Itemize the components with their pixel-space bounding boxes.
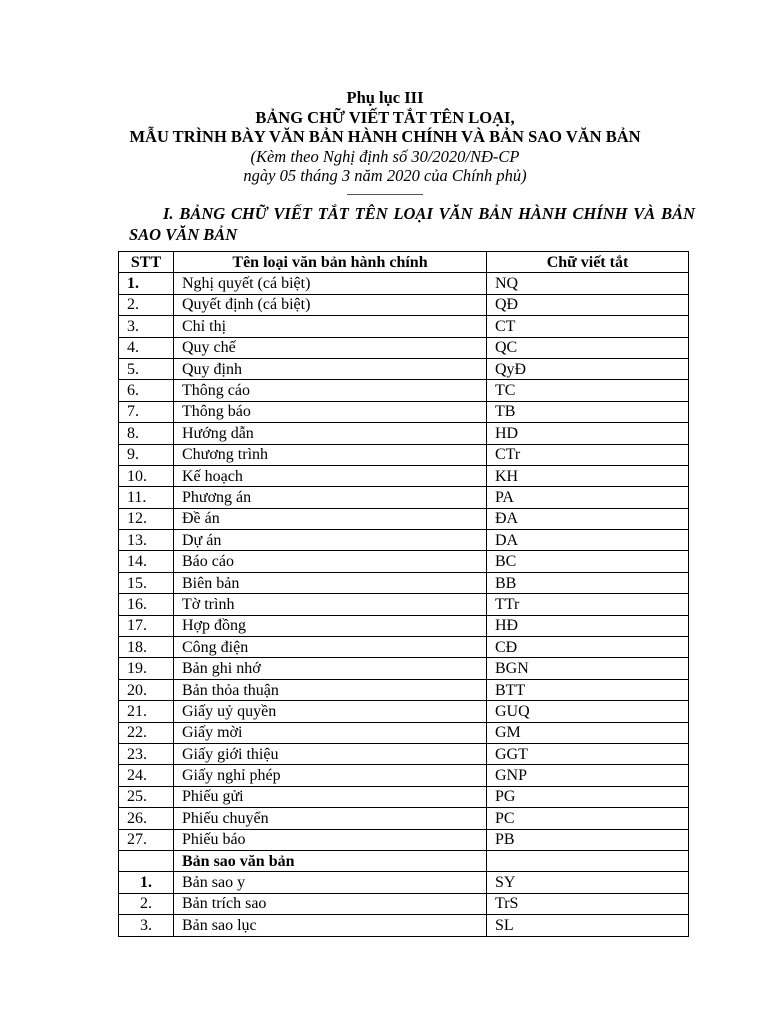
- subsection-row: [119, 850, 689, 871]
- row-abbreviation: ĐA: [487, 508, 689, 529]
- table-row: [119, 872, 689, 893]
- row-document-type: Bản ghi nhớ: [174, 658, 487, 679]
- subsection-abbr-empty: [487, 850, 689, 871]
- row-document-type: Chỉ thị: [174, 316, 487, 337]
- table-row: [119, 594, 689, 615]
- row-stt: 17.: [119, 615, 174, 636]
- table-row: [119, 508, 689, 529]
- table-row: [119, 808, 689, 829]
- table-row: [119, 465, 689, 486]
- row-abbreviation: BTT: [487, 679, 689, 700]
- row-abbreviation: BC: [487, 551, 689, 572]
- copy-row-document-type: Bản trích sao: [174, 893, 487, 914]
- table-row: [119, 444, 689, 465]
- row-document-type: Phiếu chuyển: [174, 808, 487, 829]
- row-document-type: Đề án: [174, 508, 487, 529]
- row-abbreviation: DA: [487, 530, 689, 551]
- row-abbreviation: CTr: [487, 444, 689, 465]
- row-abbreviation: QC: [487, 337, 689, 358]
- row-stt: 20.: [119, 679, 174, 700]
- table-row: [119, 423, 689, 444]
- row-stt: 22.: [119, 722, 174, 743]
- row-abbreviation: TB: [487, 401, 689, 422]
- row-stt: 7.: [119, 401, 174, 422]
- subtitle-line-1: (Kèm theo Nghị định số 30/2020/NĐ-CP: [250, 146, 520, 166]
- table-row: [119, 380, 689, 401]
- row-stt: 14.: [119, 551, 174, 572]
- row-stt: 3.: [119, 316, 174, 337]
- table-row: [119, 530, 689, 551]
- copy-row-abbreviation: SL: [487, 915, 689, 936]
- appendix-label: Phụ lục III: [346, 88, 424, 107]
- row-stt: 21.: [119, 701, 174, 722]
- row-document-type: Chương trình: [174, 444, 487, 465]
- row-abbreviation: PC: [487, 808, 689, 829]
- row-document-type: Dự án: [174, 530, 487, 551]
- column-header-stt: STT: [119, 252, 174, 273]
- row-document-type: Quy chế: [174, 337, 487, 358]
- row-stt: 2.: [119, 294, 174, 315]
- row-abbreviation: GUQ: [487, 701, 689, 722]
- row-abbreviation: PB: [487, 829, 689, 850]
- row-document-type: Bản thỏa thuận: [174, 679, 487, 700]
- row-abbreviation: TC: [487, 380, 689, 401]
- row-abbreviation: NQ: [487, 273, 689, 294]
- row-abbreviation: QĐ: [487, 294, 689, 315]
- table-row: [119, 572, 689, 593]
- row-stt: 10.: [119, 465, 174, 486]
- table-row: [119, 893, 689, 914]
- abbreviation-table: [118, 251, 689, 937]
- row-document-type: Hợp đồng: [174, 615, 487, 636]
- row-stt: 4.: [119, 337, 174, 358]
- table-row: [119, 358, 689, 379]
- table-row: [119, 551, 689, 572]
- row-document-type: Phiếu báo: [174, 829, 487, 850]
- copy-row-document-type: Bản sao lục: [174, 915, 487, 936]
- table-row: [119, 337, 689, 358]
- row-stt: 26.: [119, 808, 174, 829]
- row-stt: 15.: [119, 572, 174, 593]
- table-row: [119, 615, 689, 636]
- row-document-type: Báo cáo: [174, 551, 487, 572]
- section-title: I. BẢNG CHỮ VIẾT TẮT TÊN LOẠI VĂN BẢN HÀNH CHÍNH VÀ BẢN SAO VĂN BẢN: [129, 204, 695, 244]
- subsection-label: Bản sao văn bản: [174, 850, 487, 871]
- row-stt: 12.: [119, 508, 174, 529]
- column-header-name: Tên loại văn bản hành chính: [174, 252, 487, 273]
- copy-row-abbreviation: SY: [487, 872, 689, 893]
- row-abbreviation: HD: [487, 423, 689, 444]
- row-document-type: Quy định: [174, 358, 487, 379]
- row-document-type: Giấy nghỉ phép: [174, 765, 487, 786]
- row-stt: 11.: [119, 487, 174, 508]
- table-row: [119, 722, 689, 743]
- title-line-1: BẢNG CHỮ VIẾT TẮT TÊN LOẠI,: [255, 107, 515, 127]
- row-document-type: Giấy uỷ quyền: [174, 701, 487, 722]
- row-stt: 27.: [119, 829, 174, 850]
- table-row: [119, 401, 689, 422]
- header-divider: [347, 194, 423, 195]
- table-row: [119, 273, 689, 294]
- row-stt: 8.: [119, 423, 174, 444]
- row-document-type: Thông cáo: [174, 380, 487, 401]
- table-row: [119, 294, 689, 315]
- row-stt: 18.: [119, 637, 174, 658]
- subtitle-line-2: ngày 05 tháng 3 năm 2020 của Chính phủ): [243, 166, 527, 185]
- row-abbreviation: GNP: [487, 765, 689, 786]
- table-row: [119, 316, 689, 337]
- row-abbreviation: QyĐ: [487, 358, 689, 379]
- copy-row-stt: 1.: [119, 872, 174, 893]
- row-abbreviation: BGN: [487, 658, 689, 679]
- table-row: [119, 743, 689, 764]
- row-stt: 6.: [119, 380, 174, 401]
- table-row: [119, 658, 689, 679]
- row-document-type: Giấy giới thiệu: [174, 743, 487, 764]
- copy-row-document-type: Bản sao y: [174, 872, 487, 893]
- row-document-type: Hướng dẫn: [174, 423, 487, 444]
- row-abbreviation: CĐ: [487, 637, 689, 658]
- row-stt: 13.: [119, 530, 174, 551]
- row-document-type: Giấy mời: [174, 722, 487, 743]
- row-stt: 25.: [119, 786, 174, 807]
- table-row: [119, 701, 689, 722]
- row-stt: 19.: [119, 658, 174, 679]
- row-document-type: Quyết định (cá biệt): [174, 294, 487, 315]
- table-row: [119, 765, 689, 786]
- row-abbreviation: CT: [487, 316, 689, 337]
- table-row: [119, 487, 689, 508]
- row-abbreviation: PA: [487, 487, 689, 508]
- row-document-type: Phương án: [174, 487, 487, 508]
- row-document-type: Nghị quyết (cá biệt): [174, 273, 487, 294]
- document-header: [0, 88, 770, 195]
- row-abbreviation: GM: [487, 722, 689, 743]
- table-row: [119, 829, 689, 850]
- table-row: [119, 637, 689, 658]
- copy-row-stt: 3.: [119, 915, 174, 936]
- title-line-2: MẪU TRÌNH BÀY VĂN BẢN HÀNH CHÍNH VÀ BẢN SAO VĂN BẢN: [129, 127, 641, 146]
- row-abbreviation: HĐ: [487, 615, 689, 636]
- row-stt: 9.: [119, 444, 174, 465]
- subsection-stt-empty: [119, 850, 174, 871]
- table-row: [119, 786, 689, 807]
- row-abbreviation: KH: [487, 465, 689, 486]
- row-abbreviation: TTr: [487, 594, 689, 615]
- copy-row-abbreviation: TrS: [487, 893, 689, 914]
- row-stt: 5.: [119, 358, 174, 379]
- row-document-type: Thông báo: [174, 401, 487, 422]
- table-row: [119, 679, 689, 700]
- row-document-type: Tờ trình: [174, 594, 487, 615]
- row-document-type: Phiếu gửi: [174, 786, 487, 807]
- row-stt: 1.: [119, 273, 174, 294]
- row-document-type: Công điện: [174, 637, 487, 658]
- row-document-type: Biên bản: [174, 572, 487, 593]
- copy-row-stt: 2.: [119, 893, 174, 914]
- row-document-type: Kế hoạch: [174, 465, 487, 486]
- row-stt: 24.: [119, 765, 174, 786]
- row-stt: 16.: [119, 594, 174, 615]
- table-row: [119, 915, 689, 936]
- column-header-abbreviation: Chữ viết tắt: [487, 252, 689, 273]
- row-abbreviation: BB: [487, 572, 689, 593]
- row-abbreviation: GGT: [487, 743, 689, 764]
- row-abbreviation: PG: [487, 786, 689, 807]
- table-header-row: [119, 252, 689, 273]
- row-stt: 23.: [119, 743, 174, 764]
